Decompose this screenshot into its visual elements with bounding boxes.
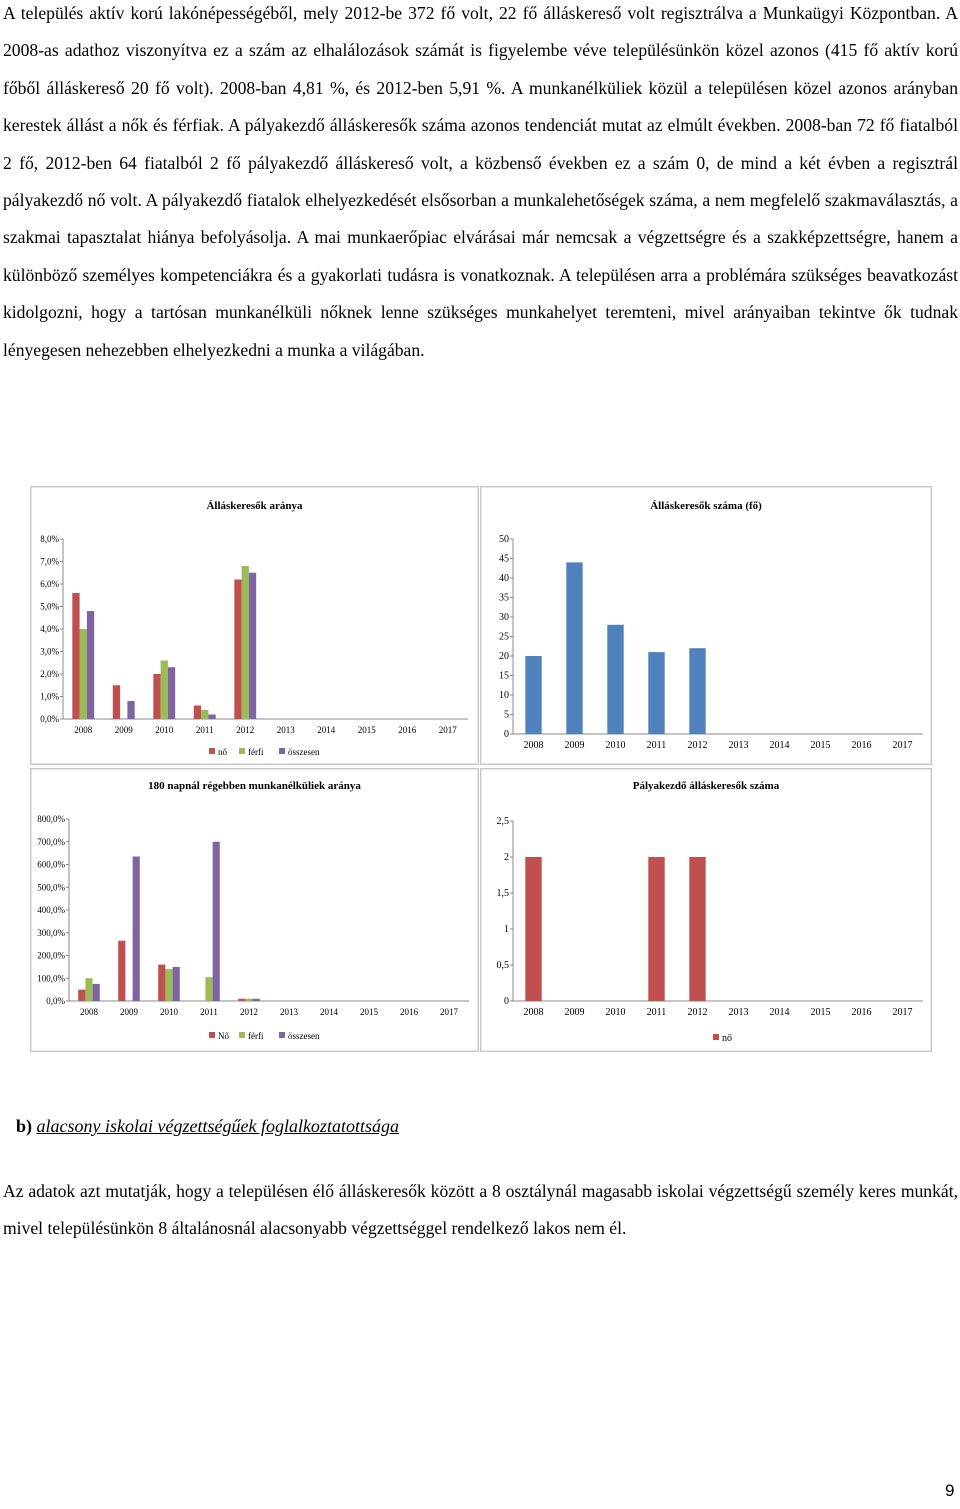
x-tick-label: 2010	[605, 1007, 626, 1018]
legend-label: összesen	[288, 1031, 320, 1041]
y-tick-label: 7,0%	[40, 556, 59, 567]
y-tick-label: 700,0%	[37, 836, 65, 847]
y-tick-label: 300,0%	[37, 927, 65, 938]
bar	[133, 857, 140, 1001]
chart-long-term-unemployed-ratio	[30, 768, 479, 1052]
bar	[127, 701, 134, 719]
y-tick-label: 0,0%	[40, 714, 59, 724]
chart-title: 180 napnál régebben munkanélküliek aránya	[148, 780, 361, 792]
legend-label: férfi	[248, 1031, 264, 1041]
y-tick-label: 2,0%	[40, 669, 59, 679]
y-tick-label: 5	[504, 709, 509, 721]
x-tick-label: 2016	[398, 725, 417, 735]
x-tick-label: 2015	[810, 1007, 831, 1018]
x-tick-label: 2017	[892, 1007, 913, 1018]
y-tick-label: 40	[499, 573, 509, 584]
bar	[648, 857, 664, 1001]
bar	[161, 661, 168, 720]
bar	[242, 566, 249, 719]
legend-label: Nő	[218, 1031, 229, 1041]
bar	[72, 593, 79, 719]
bar	[689, 857, 705, 1001]
chart-svg	[31, 769, 478, 1051]
y-tick-label: 800,0%	[37, 814, 65, 824]
y-tick-label: 45	[499, 553, 509, 565]
section-b-letter: b)	[16, 1116, 33, 1136]
x-tick-label: 2009	[114, 725, 133, 735]
y-tick-label: 1,5	[496, 888, 509, 899]
x-tick-label: 2012	[687, 740, 708, 751]
x-tick-label: 2011	[646, 1007, 667, 1018]
chart-title: Álláskeresők aránya	[206, 500, 303, 512]
y-tick-label: 50	[499, 534, 509, 545]
y-tick-label: 35	[499, 592, 509, 604]
y-tick-label: 8,0%	[40, 534, 59, 544]
bar	[113, 685, 120, 719]
intro-paragraph: A település aktív korú lakónépességéből, mely 2012-be 372 fő volt, 22 fő álláskereső volt regisztrálva a Munkaügyi Központban. A 2008-as adathoz viszonyítva ez a szám az elhalálozások számát is figyelembe véve településünkön közel azonos (415 fő aktív korú főből álláskereső 20 fő volt). 2008-ban 4,81 %, és 2012-ben 5,91 %. A munkanélküliek közül a településen közel azonos arányban kerestek állást a nők és férfiak. A pályakezdő álláskeresők száma azonos tendenciát mutat az elmúlt években. 2008-ban 72 fő fiatalból 2 fő, 2012-ben 64 fiatalból 2 fő pályakezdő álláskereső volt, a közbenső években ez a szám 0, de mind a két évben a regisztrál pályakezdő nő volt. A pályakezdő fiatalok elhelyezkedését elsősorban a munkalehetőségek száma, a nem megfelelő szakmaválasztás, a szakmai tapasztalat hiánya befolyásolja. A mai munkaerőpiac elvárásai már nemcsak a végzettségre és a szakképzettségre, hanem a különböző személyes kompetenciákra és a gyakorlati tudásra is vonatkoznak. A településen arra a problémára szükséges beavatkozást kidolgozni, hogy a tartósan munkanélküli nőknek lenne szükséges munkahelyet teremteni, mivel arányaiban tekintve ők tudnak lényegesen nehezebben elhelyezkedni a munka a világában.	[3, 3, 958, 360]
bar	[234, 580, 241, 720]
legend-label: nő	[218, 747, 227, 757]
bar	[165, 969, 172, 1001]
bar	[194, 706, 201, 720]
legend-swatch	[713, 1034, 719, 1040]
x-tick-label: 2010	[155, 725, 174, 735]
y-tick-label: 500,0%	[37, 882, 65, 893]
x-tick-label: 2013	[280, 1007, 298, 1017]
section-b-paragraph: Az adatok azt mutatják, hogy a településen élő álláskeresők között a 8 osztálynál magasabb iskolai végzettségű személy keres munkát, mivel településünkön 8 általánosnál alacsonyabb végzettséggel rendelkező lakos nem él.	[3, 1181, 958, 1239]
chart-svg	[481, 487, 931, 764]
x-tick-label: 2017	[892, 740, 913, 751]
chart-title: Álláskeresők száma (fő)	[650, 500, 762, 512]
x-tick-label: 2015	[360, 1007, 378, 1017]
bar	[525, 656, 541, 734]
chart-job-seekers-count	[480, 486, 932, 765]
x-tick-label: 2014	[317, 725, 336, 735]
y-tick-label: 15	[499, 670, 509, 682]
bar	[208, 715, 215, 720]
y-tick-label: 0,0%	[46, 996, 65, 1006]
bar	[80, 629, 87, 719]
y-tick-label: 0	[504, 729, 509, 740]
y-tick-label: 20	[499, 651, 509, 662]
x-tick-label: 2012	[236, 725, 255, 735]
y-tick-label: 0	[504, 996, 509, 1007]
legend-swatch	[209, 748, 215, 754]
y-tick-label: 100,0%	[37, 973, 65, 984]
x-tick-label: 2012	[240, 1007, 258, 1017]
legend-swatch	[239, 748, 245, 754]
section-b-title: alacsony iskolai végzettségűek foglalkoztatottsága	[36, 1116, 399, 1136]
bar	[253, 999, 260, 1001]
x-tick-label: 2013	[728, 740, 749, 751]
x-tick-label: 2009	[564, 740, 585, 751]
y-tick-label: 400,0%	[37, 905, 65, 915]
y-tick-label: 30	[499, 612, 509, 623]
bar	[87, 611, 94, 719]
bar	[566, 562, 582, 734]
y-tick-label: 3,0%	[40, 646, 59, 657]
y-tick-label: 2,5	[496, 816, 509, 827]
x-tick-label: 2010	[160, 1007, 178, 1017]
bar	[213, 842, 220, 1001]
x-tick-label: 2015	[810, 740, 831, 751]
x-tick-label: 2008	[80, 1007, 98, 1017]
bar	[205, 977, 212, 1001]
page-number: 9	[945, 1481, 955, 1500]
bar	[648, 652, 664, 734]
section-b-heading	[16, 1116, 399, 1137]
x-tick-label: 2011	[646, 740, 667, 751]
y-tick-label: 6,0%	[40, 579, 59, 589]
x-tick-label: 2008	[74, 725, 93, 735]
legend-swatch	[279, 1032, 285, 1038]
legend-swatch	[239, 1032, 245, 1038]
bar	[168, 667, 175, 719]
bar	[245, 999, 252, 1001]
bar	[249, 573, 256, 719]
bar	[118, 941, 125, 1001]
y-tick-label: 2	[504, 852, 509, 863]
x-tick-label: 2016	[851, 740, 872, 751]
x-tick-label: 2010	[605, 740, 626, 751]
y-tick-label: 600,0%	[37, 859, 65, 870]
x-tick-label: 2017	[438, 725, 457, 735]
bar	[238, 999, 245, 1001]
chart-job-seekers-ratio	[30, 486, 479, 765]
x-tick-label: 2014	[769, 740, 790, 751]
bar	[607, 625, 623, 734]
y-tick-label: 10	[499, 690, 509, 701]
y-tick-label: 1	[504, 924, 509, 935]
legend-label: nő	[722, 1033, 732, 1044]
x-tick-label: 2016	[851, 1007, 872, 1018]
y-tick-label: 5,0%	[40, 601, 59, 612]
bar	[173, 967, 180, 1001]
x-tick-label: 2015	[357, 725, 376, 735]
x-tick-label: 2011	[195, 725, 214, 735]
x-tick-label: 2014	[769, 1007, 790, 1018]
legend-swatch	[209, 1032, 215, 1038]
chart-title: Pályakezdő álláskeresők száma	[632, 780, 780, 792]
y-tick-label: 200,0%	[37, 950, 65, 961]
x-tick-label: 2008	[523, 740, 544, 751]
bar	[158, 965, 165, 1001]
chart-svg	[31, 487, 478, 764]
bar	[525, 857, 541, 1001]
bar	[689, 648, 705, 734]
x-tick-label: 2014	[320, 1007, 338, 1017]
chart-svg	[481, 769, 931, 1051]
x-tick-label: 2008	[523, 1007, 544, 1018]
x-tick-label: 2016	[400, 1007, 418, 1017]
x-tick-label: 2009	[564, 1007, 585, 1018]
chart-career-starters-count	[480, 768, 932, 1052]
x-tick-label: 2009	[120, 1007, 138, 1017]
legend-swatch	[279, 748, 285, 754]
bar	[78, 990, 85, 1001]
x-tick-label: 2017	[440, 1007, 458, 1017]
y-tick-label: 1,0%	[40, 691, 59, 702]
y-tick-label: 25	[499, 631, 509, 643]
x-tick-label: 2012	[687, 1007, 708, 1018]
x-tick-label: 2013	[276, 725, 295, 735]
legend-label: férfi	[248, 747, 264, 757]
bar	[85, 978, 92, 1001]
bar	[93, 984, 100, 1001]
bar	[153, 674, 160, 719]
y-tick-label: 0,5	[496, 960, 509, 971]
x-tick-label: 2013	[728, 1007, 749, 1018]
y-tick-label: 4,0%	[40, 624, 59, 634]
bar	[201, 710, 208, 719]
legend-label: összesen	[288, 747, 320, 757]
x-tick-label: 2011	[200, 1007, 218, 1017]
